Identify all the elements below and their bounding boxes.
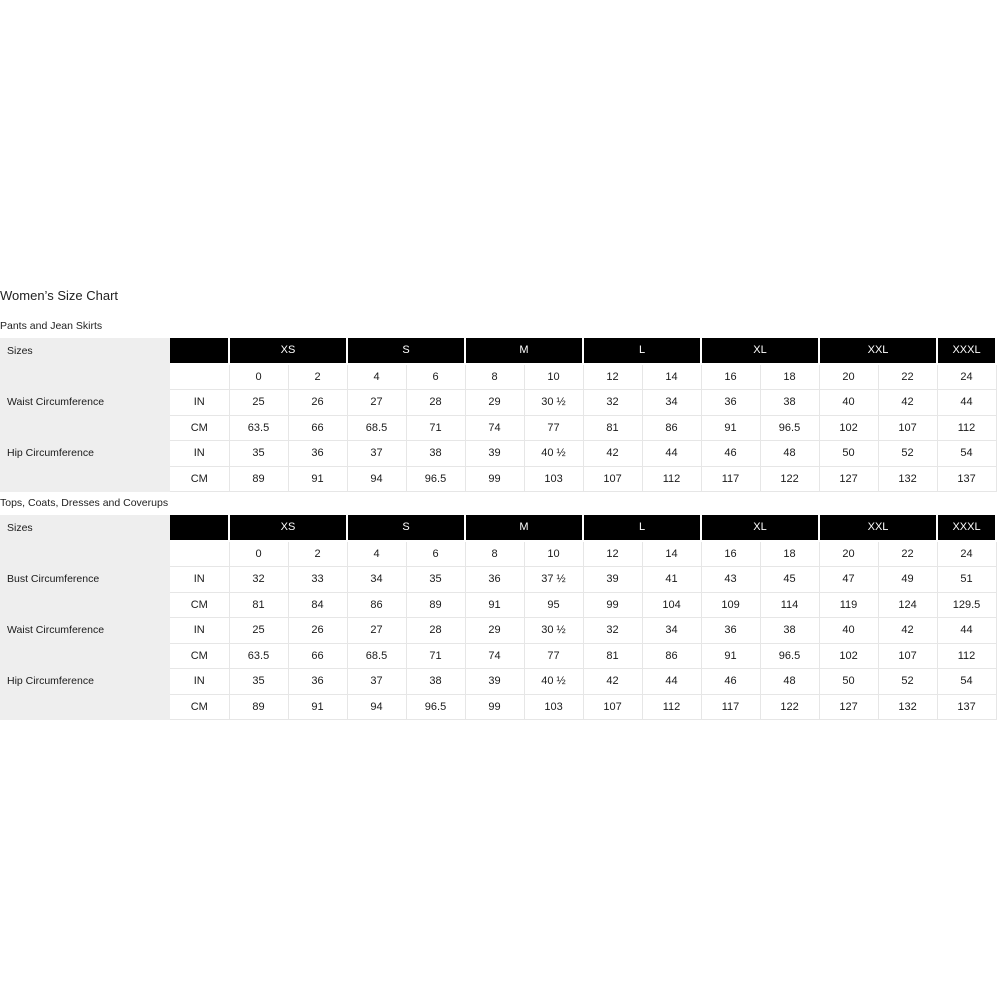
size-band-m: M <box>465 515 583 541</box>
measurement-value: 35 <box>406 567 465 593</box>
measurement-value: 81 <box>583 643 642 669</box>
size-number: 0 <box>229 541 288 567</box>
measurement-value: 71 <box>406 415 465 441</box>
measurement-value: 77 <box>524 415 583 441</box>
measurement-value: 38 <box>760 618 819 644</box>
measurement-value: 44 <box>642 669 701 695</box>
size-band-s: S <box>347 515 465 541</box>
size-number: 24 <box>937 541 996 567</box>
measurement-value: 91 <box>288 694 347 720</box>
measurement-value: 42 <box>878 390 937 416</box>
measurement-value: 99 <box>583 592 642 618</box>
measurement-value: 26 <box>288 618 347 644</box>
measurement-value: 89 <box>229 466 288 492</box>
measurement-value: 50 <box>819 441 878 467</box>
size-number: 20 <box>819 364 878 390</box>
table-row <box>0 466 996 492</box>
measurement-value: 32 <box>583 618 642 644</box>
measurement-value: 39 <box>465 669 524 695</box>
measurement-value: 94 <box>347 466 406 492</box>
measurement-value: 89 <box>229 694 288 720</box>
measurement-value: 71 <box>406 643 465 669</box>
measurement-value: 48 <box>760 441 819 467</box>
table-row <box>0 618 996 644</box>
measurement-value: 77 <box>524 643 583 669</box>
measurement-value: 86 <box>642 643 701 669</box>
measurement-label <box>0 415 170 441</box>
measurement-value: 107 <box>583 466 642 492</box>
measurement-value: 91 <box>288 466 347 492</box>
measurement-value: 51 <box>937 567 996 593</box>
measurement-value: 50 <box>819 669 878 695</box>
size-number: 24 <box>937 364 996 390</box>
measurement-value: 40 ½ <box>524 669 583 695</box>
measurement-value: 137 <box>937 694 996 720</box>
measurement-label <box>0 592 170 618</box>
size-number: 22 <box>878 541 937 567</box>
size-table <box>0 515 997 720</box>
size-number: 6 <box>406 541 465 567</box>
measurement-value: 29 <box>465 618 524 644</box>
measurement-label <box>0 466 170 492</box>
measurement-value: 112 <box>937 415 996 441</box>
measurement-value: 112 <box>642 694 701 720</box>
size-number: 14 <box>642 541 701 567</box>
size-number: 0 <box>229 364 288 390</box>
measurement-value: 34 <box>642 618 701 644</box>
measurement-value: 47 <box>819 567 878 593</box>
measurement-value: 132 <box>878 694 937 720</box>
size-number: 12 <box>583 541 642 567</box>
measurement-value: 45 <box>760 567 819 593</box>
unit-cell: IN <box>170 390 229 416</box>
measurement-value: 63.5 <box>229 415 288 441</box>
measurement-value: 54 <box>937 669 996 695</box>
unit-cell: IN <box>170 669 229 695</box>
size-number: 16 <box>701 541 760 567</box>
size-number-row <box>0 541 996 567</box>
measurement-value: 34 <box>347 567 406 593</box>
measurement-label: Waist Circumference <box>0 390 170 416</box>
measurement-label <box>0 643 170 669</box>
measurement-value: 86 <box>642 415 701 441</box>
size-number: 4 <box>347 541 406 567</box>
measurement-value: 129.5 <box>937 592 996 618</box>
sizes-label: Sizes <box>0 515 170 541</box>
measurement-value: 28 <box>406 618 465 644</box>
table-row <box>0 592 996 618</box>
size-band-xxxl: XXXL <box>937 338 996 364</box>
measurement-value: 44 <box>937 618 996 644</box>
measurement-value: 36 <box>701 618 760 644</box>
measurement-value: 94 <box>347 694 406 720</box>
size-number: 8 <box>465 541 524 567</box>
measurement-value: 95 <box>524 592 583 618</box>
measurement-value: 96.5 <box>406 466 465 492</box>
unit-cell: CM <box>170 592 229 618</box>
measurement-value: 30 ½ <box>524 618 583 644</box>
size-band-xl: XL <box>701 515 819 541</box>
measurement-value: 127 <box>819 466 878 492</box>
measurement-value: 99 <box>465 694 524 720</box>
sizes-label: Sizes <box>0 338 170 364</box>
measurement-value: 91 <box>465 592 524 618</box>
measurement-label: Hip Circumference <box>0 441 170 467</box>
measurement-value: 35 <box>229 441 288 467</box>
size-band-s: S <box>347 338 465 364</box>
measurement-value: 84 <box>288 592 347 618</box>
measurement-value: 42 <box>878 618 937 644</box>
size-number: 8 <box>465 364 524 390</box>
measurement-label <box>0 694 170 720</box>
measurement-value: 30 ½ <box>524 390 583 416</box>
measurement-value: 103 <box>524 466 583 492</box>
measurement-value: 35 <box>229 669 288 695</box>
measurement-label: Hip Circumference <box>0 669 170 695</box>
measurement-value: 41 <box>642 567 701 593</box>
measurement-value: 36 <box>465 567 524 593</box>
size-header-row <box>0 338 996 364</box>
measurement-value: 37 <box>347 441 406 467</box>
measurement-value: 39 <box>583 567 642 593</box>
measurement-value: 74 <box>465 415 524 441</box>
measurement-value: 49 <box>878 567 937 593</box>
size-number: 12 <box>583 364 642 390</box>
measurement-value: 117 <box>701 694 760 720</box>
measurement-value: 43 <box>701 567 760 593</box>
measurement-value: 96.5 <box>406 694 465 720</box>
measurement-value: 26 <box>288 390 347 416</box>
table-row <box>0 567 996 593</box>
measurement-value: 27 <box>347 390 406 416</box>
measurement-value: 54 <box>937 441 996 467</box>
unit-cell: IN <box>170 441 229 467</box>
unit-header-blank <box>170 338 229 364</box>
measurement-value: 102 <box>819 643 878 669</box>
measurement-value: 103 <box>524 694 583 720</box>
measurement-value: 48 <box>760 669 819 695</box>
measurement-value: 33 <box>288 567 347 593</box>
measurement-value: 40 ½ <box>524 441 583 467</box>
unit-cell: CM <box>170 415 229 441</box>
unit-cell: IN <box>170 618 229 644</box>
measurement-value: 37 <box>347 669 406 695</box>
measurement-value: 107 <box>878 415 937 441</box>
unit-cell: CM <box>170 466 229 492</box>
measurement-value: 27 <box>347 618 406 644</box>
table-row <box>0 643 996 669</box>
measurement-value: 104 <box>642 592 701 618</box>
measurement-value: 112 <box>937 643 996 669</box>
measurement-value: 114 <box>760 592 819 618</box>
measurement-value: 36 <box>288 441 347 467</box>
size-number: 6 <box>406 364 465 390</box>
measurement-value: 63.5 <box>229 643 288 669</box>
measurement-value: 42 <box>583 441 642 467</box>
measurement-value: 66 <box>288 643 347 669</box>
unit-header-blank <box>170 515 229 541</box>
size-number-row <box>0 364 996 390</box>
measurement-value: 89 <box>406 592 465 618</box>
measurement-value: 39 <box>465 441 524 467</box>
measurement-value: 68.5 <box>347 415 406 441</box>
table-row <box>0 441 996 467</box>
table-row <box>0 390 996 416</box>
measurement-value: 107 <box>878 643 937 669</box>
size-band-xs: XS <box>229 515 347 541</box>
measurement-value: 32 <box>583 390 642 416</box>
measurement-value: 117 <box>701 466 760 492</box>
measurement-label: Waist Circumference <box>0 618 170 644</box>
measurement-value: 86 <box>347 592 406 618</box>
size-band-xxxl: XXXL <box>937 515 996 541</box>
measurement-value: 91 <box>701 415 760 441</box>
table-row <box>0 415 996 441</box>
size-band-l: L <box>583 515 701 541</box>
measurement-value: 32 <box>229 567 288 593</box>
table-row <box>0 669 996 695</box>
measurement-value: 46 <box>701 441 760 467</box>
measurement-value: 29 <box>465 390 524 416</box>
size-number: 18 <box>760 541 819 567</box>
measurement-value: 68.5 <box>347 643 406 669</box>
measurement-value: 81 <box>583 415 642 441</box>
size-band-xxl: XXL <box>819 338 937 364</box>
measurement-value: 137 <box>937 466 996 492</box>
measurement-value: 46 <box>701 669 760 695</box>
measurement-value: 52 <box>878 669 937 695</box>
size-number: 2 <box>288 541 347 567</box>
unit-cell <box>170 541 229 567</box>
measurement-value: 40 <box>819 390 878 416</box>
measurement-value: 109 <box>701 592 760 618</box>
size-number: 18 <box>760 364 819 390</box>
measurement-value: 91 <box>701 643 760 669</box>
table-row <box>0 694 996 720</box>
measurement-value: 38 <box>406 441 465 467</box>
row-label <box>0 364 170 390</box>
size-band-l: L <box>583 338 701 364</box>
size-table <box>0 338 997 492</box>
size-band-xl: XL <box>701 338 819 364</box>
size-number: 10 <box>524 364 583 390</box>
measurement-value: 40 <box>819 618 878 644</box>
section-title: Pants and Jean Skirts <box>0 320 103 332</box>
size-band-m: M <box>465 338 583 364</box>
size-number: 2 <box>288 364 347 390</box>
measurement-value: 36 <box>288 669 347 695</box>
unit-cell <box>170 364 229 390</box>
measurement-value: 42 <box>583 669 642 695</box>
measurement-value: 52 <box>878 441 937 467</box>
size-number: 4 <box>347 364 406 390</box>
measurement-value: 119 <box>819 592 878 618</box>
measurement-value: 44 <box>937 390 996 416</box>
measurement-label: Bust Circumference <box>0 567 170 593</box>
measurement-value: 96.5 <box>760 415 819 441</box>
size-band-xxl: XXL <box>819 515 937 541</box>
measurement-value: 112 <box>642 466 701 492</box>
size-number: 10 <box>524 541 583 567</box>
size-number: 22 <box>878 364 937 390</box>
measurement-value: 74 <box>465 643 524 669</box>
size-band-xs: XS <box>229 338 347 364</box>
measurement-value: 96.5 <box>760 643 819 669</box>
measurement-value: 25 <box>229 390 288 416</box>
measurement-value: 37 ½ <box>524 567 583 593</box>
measurement-value: 36 <box>701 390 760 416</box>
unit-cell: IN <box>170 567 229 593</box>
measurement-value: 107 <box>583 694 642 720</box>
size-number: 20 <box>819 541 878 567</box>
measurement-value: 28 <box>406 390 465 416</box>
measurement-value: 102 <box>819 415 878 441</box>
measurement-value: 124 <box>878 592 937 618</box>
measurement-value: 122 <box>760 466 819 492</box>
measurement-value: 122 <box>760 694 819 720</box>
section-title: Tops, Coats, Dresses and Coverups <box>0 497 169 509</box>
measurement-value: 38 <box>760 390 819 416</box>
measurement-value: 132 <box>878 466 937 492</box>
size-number: 14 <box>642 364 701 390</box>
page-title: Women’s Size Chart <box>0 288 119 303</box>
size-header-row <box>0 515 996 541</box>
measurement-value: 38 <box>406 669 465 695</box>
measurement-value: 44 <box>642 441 701 467</box>
unit-cell: CM <box>170 643 229 669</box>
measurement-value: 81 <box>229 592 288 618</box>
measurement-value: 34 <box>642 390 701 416</box>
measurement-value: 66 <box>288 415 347 441</box>
measurement-value: 25 <box>229 618 288 644</box>
measurement-value: 127 <box>819 694 878 720</box>
unit-cell: CM <box>170 694 229 720</box>
row-label <box>0 541 170 567</box>
measurement-value: 99 <box>465 466 524 492</box>
size-number: 16 <box>701 364 760 390</box>
